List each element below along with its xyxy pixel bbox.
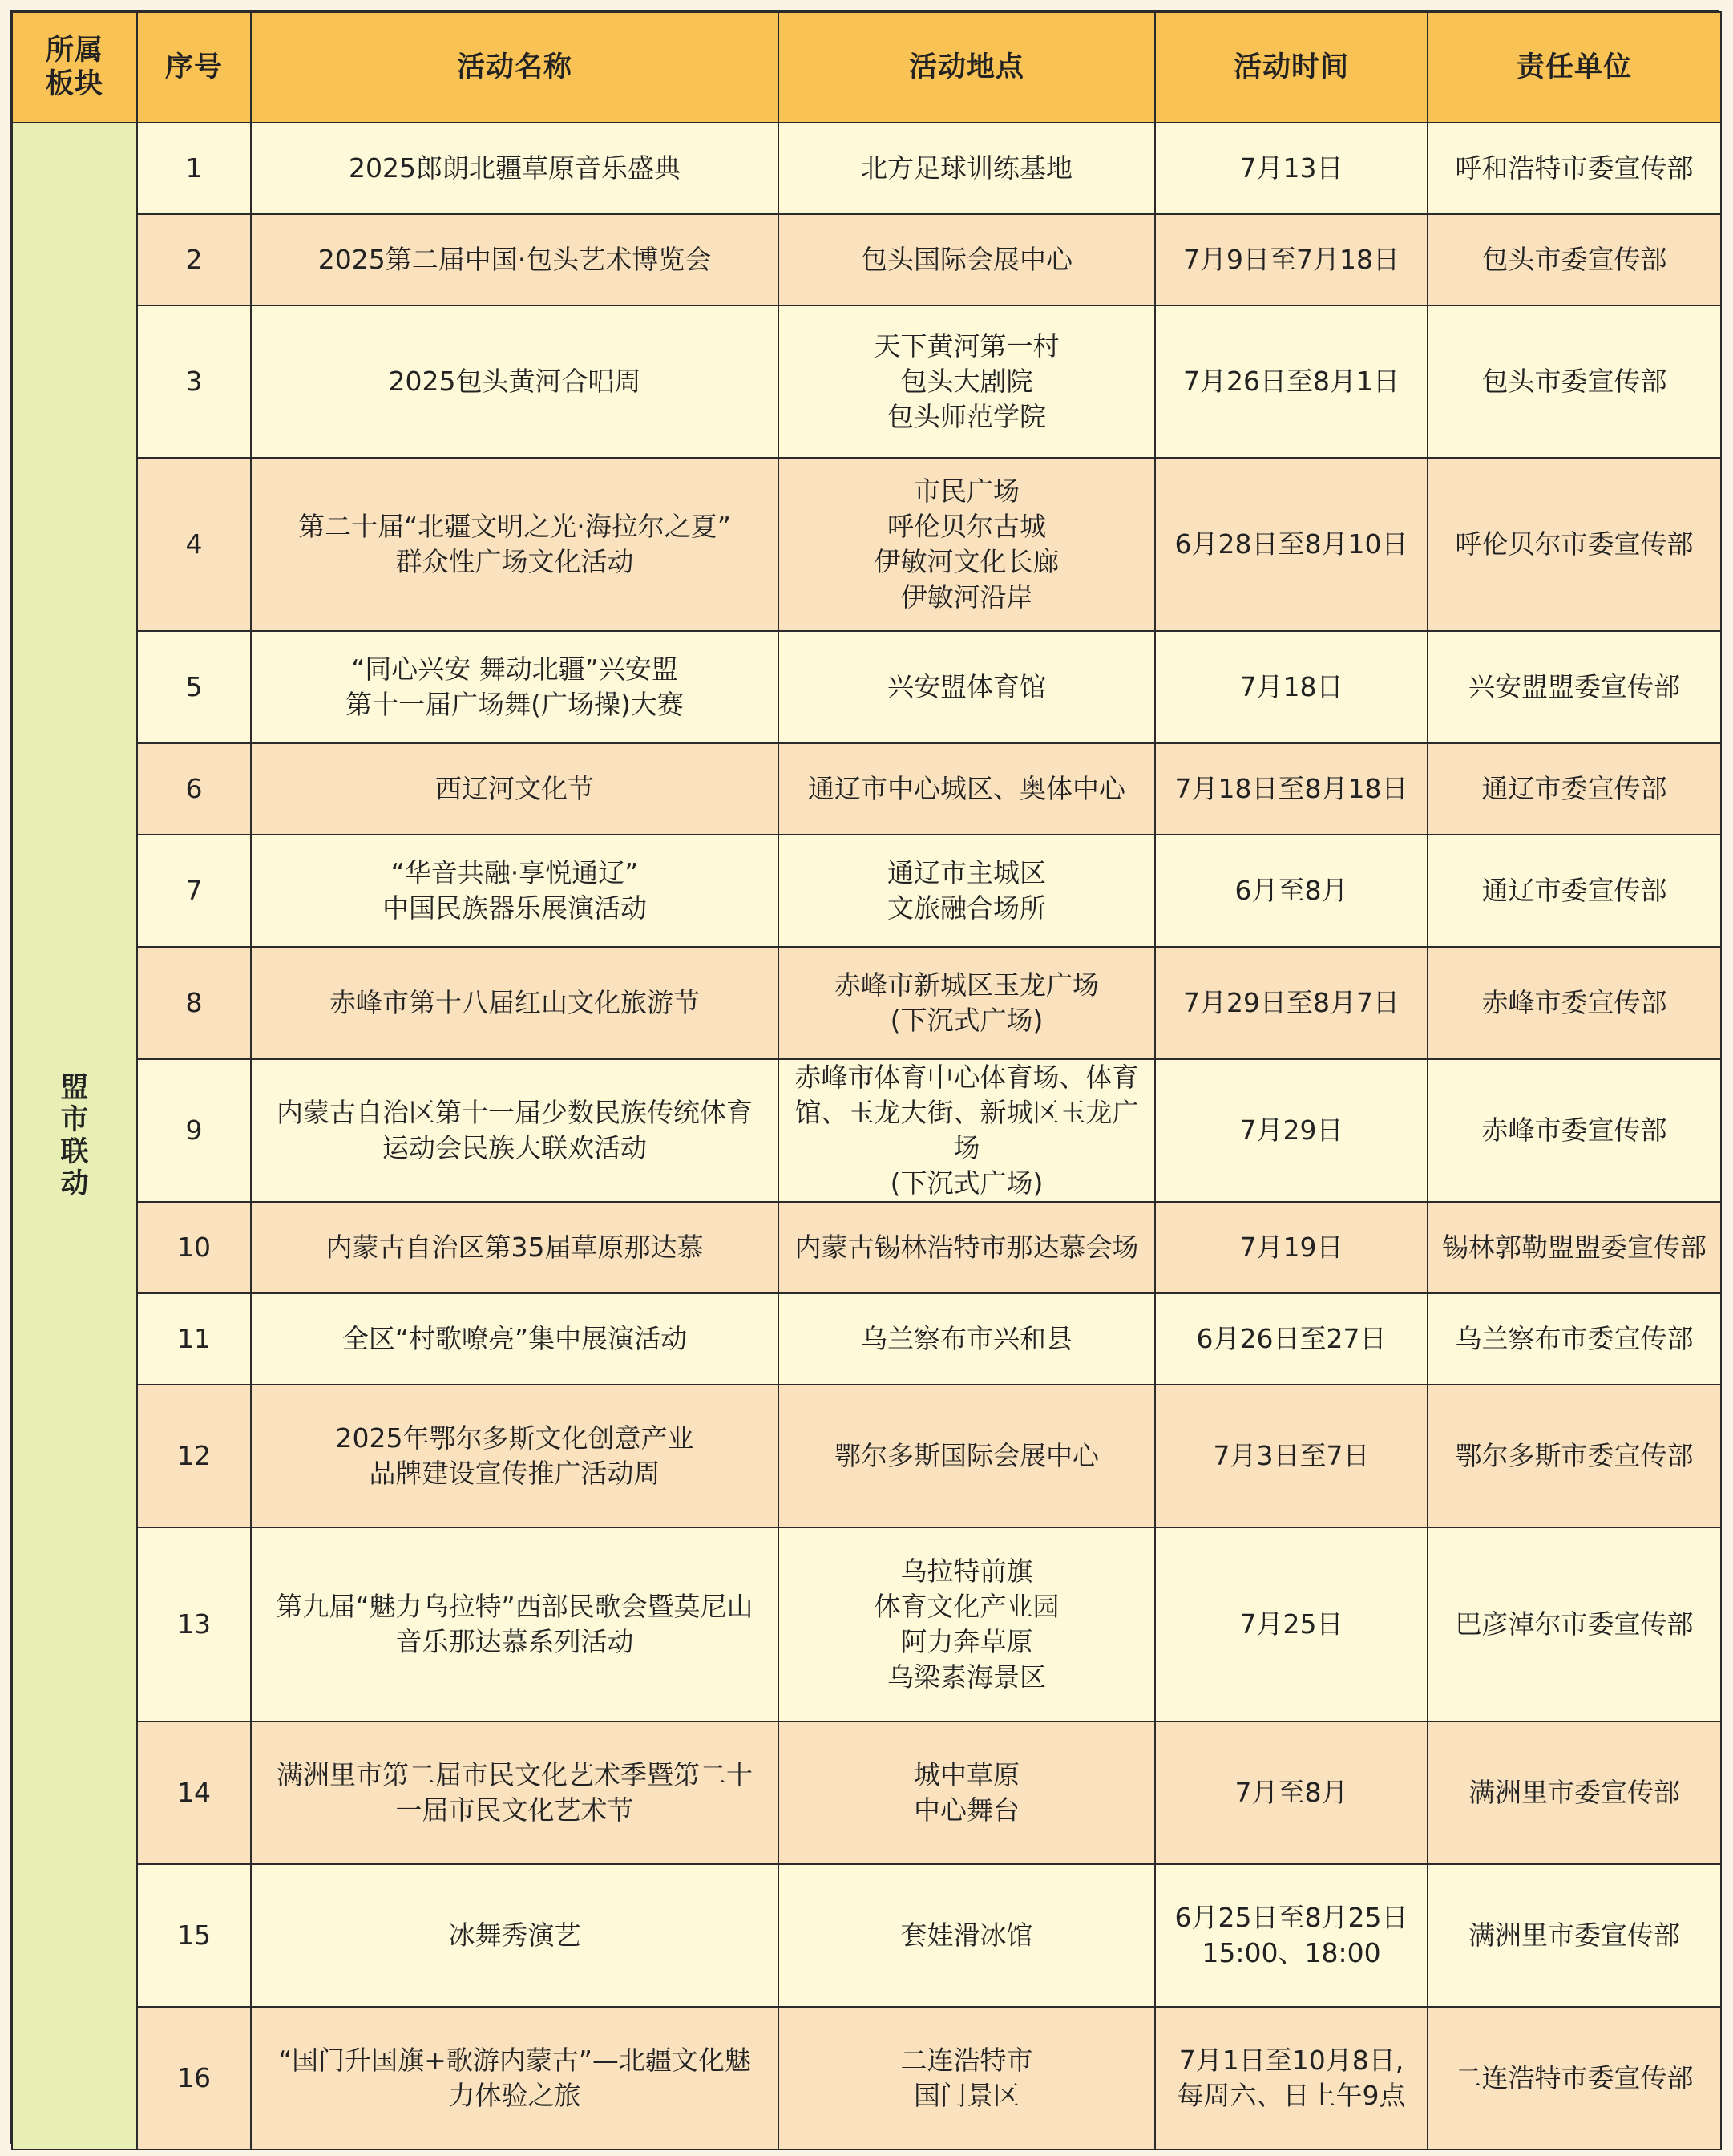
activity-time-line: 7月13日: [1239, 152, 1343, 184]
header-time: 活动时间: [1155, 12, 1428, 123]
activity-location-line: (下沉式广场): [890, 1167, 1044, 1199]
activity-time: [1155, 2007, 1428, 2150]
responsible-unit: 满洲里市委宣传部: [1428, 1864, 1721, 2007]
row-number: 11: [137, 1293, 251, 1385]
activity-name-line: “同心兴安 舞动北疆”兴安盟: [351, 653, 678, 685]
activity-name-line: 内蒙古自治区第十一届少数民族传统体育: [277, 1097, 753, 1128]
activity-time-line: 7月26日至8月1日: [1183, 366, 1400, 397]
responsible-unit: 呼和浩特市委宣传部: [1428, 123, 1721, 214]
activity-time-line: 7月29日至8月7日: [1183, 987, 1400, 1018]
row-number: 7: [137, 835, 251, 947]
activity-table: [11, 11, 1722, 2150]
activity-name-line: 第十一届广场舞(广场操)大赛: [345, 689, 684, 720]
activity-location-line: 赤峰市新城区玉龙广场: [834, 969, 1099, 1001]
activity-name-line: 第二十届“北疆文明之光·海拉尔之夏”: [298, 511, 731, 542]
row-number: 13: [137, 1527, 251, 1721]
activity-time-line: 7月19日: [1239, 1232, 1343, 1263]
activity-name: [251, 743, 778, 835]
table-row: [12, 458, 1721, 631]
activity-time-line: 7月25日: [1239, 1608, 1343, 1640]
activity-location: [778, 1527, 1155, 1721]
activity-location-line: 呼伦贝尔古城: [887, 511, 1046, 542]
activity-name-line: 2025包头黄河合唱周: [388, 366, 641, 397]
activity-name-line: 音乐那达慕系列活动: [395, 1626, 634, 1657]
activity-location-line: 乌拉特前旗: [900, 1555, 1033, 1587]
activity-location-line: 文旅融合场所: [887, 892, 1046, 924]
header-location: 活动地点: [778, 12, 1155, 123]
row-number: 16: [137, 2007, 251, 2150]
activity-time-line: 7月18日至8月18日: [1174, 773, 1408, 804]
activity-time: [1155, 1202, 1428, 1293]
activity-name: [251, 305, 778, 458]
activity-location: [778, 305, 1155, 458]
activity-location-line: 通辽市中心城区、奥体中心: [808, 773, 1125, 804]
responsible-unit: 兴安盟盟委宣传部: [1428, 631, 1721, 743]
responsible-unit: 锡林郭勒盟盟委宣传部: [1428, 1202, 1721, 1293]
row-number: 4: [137, 458, 251, 631]
responsible-unit: 满洲里市委宣传部: [1428, 1721, 1721, 1864]
activity-time: [1155, 214, 1428, 305]
activity-location: [778, 1385, 1155, 1527]
row-number: 5: [137, 631, 251, 743]
activity-location-line: 乌兰察布市兴和县: [861, 1323, 1073, 1354]
activity-location: [778, 1059, 1155, 1202]
activity-location-line: 赤峰市体育中心体育场、体育: [794, 1062, 1139, 1093]
table-row: [12, 947, 1721, 1059]
activity-location-line: 阿力奔草原: [900, 1626, 1033, 1657]
activity-name-line: 一届市民文化艺术节: [395, 1794, 634, 1826]
responsible-unit: 赤峰市委宣传部: [1428, 1059, 1721, 1202]
activity-time: [1155, 631, 1428, 743]
activity-time: [1155, 743, 1428, 835]
activity-location: [778, 1721, 1155, 1864]
table-row: [12, 1527, 1721, 1721]
activity-time-line: 6月25日至8月25日: [1174, 1902, 1408, 1933]
row-number: 10: [137, 1202, 251, 1293]
row-number: 2: [137, 214, 251, 305]
activity-time: [1155, 123, 1428, 214]
table-row: [12, 835, 1721, 947]
header-row: [12, 12, 1721, 123]
activity-name: [251, 2007, 778, 2150]
activity-location-line: 伊敏河文化长廊: [874, 546, 1060, 577]
activity-name-line: 第九届“魅力乌拉特”西部民歌会暨莫尼山: [276, 1591, 753, 1622]
activity-time-line: 6月至8月: [1234, 875, 1348, 906]
activity-time: [1155, 1293, 1428, 1385]
row-number: 15: [137, 1864, 251, 2007]
activity-location: [778, 835, 1155, 947]
activity-location-line: 二连浩特市: [900, 2045, 1033, 2076]
activity-time: [1155, 835, 1428, 947]
responsible-unit: 通辽市委宣传部: [1428, 835, 1721, 947]
header-section: [12, 12, 137, 123]
activity-location: [778, 123, 1155, 214]
table-row: [12, 305, 1721, 458]
activity-name-line: 中国民族器乐展演活动: [382, 892, 647, 924]
activity-name: [251, 1864, 778, 2007]
responsible-unit: 包头市委宣传部: [1428, 214, 1721, 305]
section-label: 盟市联动: [60, 1072, 89, 1200]
activity-location-line: 包头国际会展中心: [861, 244, 1073, 275]
activity-location: [778, 214, 1155, 305]
activity-time: [1155, 1721, 1428, 1864]
activity-name: [251, 835, 778, 947]
activity-name: [251, 947, 778, 1059]
activity-location-line: 市民广场: [914, 475, 1020, 507]
activity-time-line: 15:00、18:00: [1202, 1937, 1381, 1968]
row-number: 14: [137, 1721, 251, 1864]
header-section-text: 所属板块: [45, 34, 103, 100]
activity-name: [251, 123, 778, 214]
activity-name-line: 全区“村歌嘹亮”集中展演活动: [341, 1323, 688, 1354]
row-number: 1: [137, 123, 251, 214]
activity-location-line: 天下黄河第一村: [874, 330, 1060, 362]
activity-location: [778, 631, 1155, 743]
activity-name: [251, 1527, 778, 1721]
activity-name-line: 冰舞秀演艺: [448, 1919, 581, 1951]
responsible-unit: 二连浩特市委宣传部: [1428, 2007, 1721, 2150]
activity-location-line: 通辽市主城区: [887, 857, 1046, 888]
table-row: [12, 1202, 1721, 1293]
table-row: [12, 743, 1721, 835]
activity-time-line: 7月1日至10月8日,: [1178, 2045, 1404, 2076]
row-number: 8: [137, 947, 251, 1059]
activity-name: [251, 1202, 778, 1293]
activity-name: [251, 631, 778, 743]
activity-name: [251, 1385, 778, 1527]
activity-time: [1155, 1864, 1428, 2007]
activity-location-line: 内蒙古锡林浩特市那达慕会场: [794, 1232, 1139, 1263]
responsible-unit: 通辽市委宣传部: [1428, 743, 1721, 835]
table-row: [12, 1864, 1721, 2007]
header-unit: 责任单位: [1428, 12, 1721, 123]
row-number: 6: [137, 743, 251, 835]
responsible-unit: 巴彦淖尔市委宣传部: [1428, 1527, 1721, 1721]
activity-time-line: 每周六、日上午9点: [1177, 2080, 1406, 2111]
activity-time-line: 7月18日: [1239, 671, 1343, 702]
activity-name-line: 2025郎朗北疆草原音乐盛典: [349, 152, 681, 184]
activity-location: [778, 743, 1155, 835]
activity-name: [251, 214, 778, 305]
table-row: [12, 1059, 1721, 1202]
activity-name: [251, 1059, 778, 1202]
table-row: [12, 123, 1721, 214]
activity-location-line: 体育文化产业园: [874, 1591, 1060, 1622]
header-name: 活动名称: [251, 12, 778, 123]
responsible-unit: 赤峰市委宣传部: [1428, 947, 1721, 1059]
activity-location: [778, 1864, 1155, 2007]
activity-time-line: 7月29日: [1239, 1114, 1343, 1146]
activity-name: [251, 1721, 778, 1864]
activity-location-line: 北方足球训练基地: [861, 152, 1073, 184]
activity-location-line: 套娃滑冰馆: [900, 1919, 1033, 1951]
activity-name-line: 内蒙古自治区第35届草原那达慕: [325, 1232, 704, 1263]
activity-location-line: 馆、玉龙大街、新城区玉龙广场: [794, 1097, 1139, 1163]
responsible-unit: 包头市委宣传部: [1428, 305, 1721, 458]
activity-name-line: 西辽河文化节: [435, 773, 594, 804]
activity-location-line: 国门景区: [914, 2080, 1020, 2111]
activity-location-line: 兴安盟体育馆: [887, 671, 1046, 702]
table-row: [12, 214, 1721, 305]
activity-location: [778, 947, 1155, 1059]
activity-location-line: 包头大剧院: [900, 366, 1033, 397]
activity-name-line: “华音共融·享悦通辽”: [390, 857, 639, 888]
activity-table-frame: [10, 10, 1719, 2144]
activity-location: [778, 458, 1155, 631]
table-row: [12, 1385, 1721, 1527]
activity-time: [1155, 458, 1428, 631]
activity-location-line: 乌梁素海景区: [887, 1661, 1046, 1693]
activity-location-line: 中心舞台: [914, 1794, 1020, 1826]
activity-time: [1155, 305, 1428, 458]
activity-time-line: 7月至8月: [1234, 1777, 1348, 1808]
activity-time: [1155, 947, 1428, 1059]
activity-time-line: 6月26日至27日: [1196, 1323, 1387, 1354]
activity-name-line: 2025年鄂尔多斯文化创意产业: [335, 1422, 694, 1454]
activity-location-line: 城中草原: [914, 1759, 1020, 1790]
activity-location-line: 包头师范学院: [887, 401, 1046, 432]
table-row: [12, 1293, 1721, 1385]
table-row: [12, 631, 1721, 743]
activity-location: [778, 1293, 1155, 1385]
activity-name-line: 品牌建设宣传推广活动周: [369, 1458, 660, 1489]
activity-name-line: “国门升国旗+歌游内蒙古”—北疆文化魅: [278, 2045, 751, 2076]
activity-time-line: 7月3日至7日: [1213, 1440, 1370, 1471]
activity-name-line: 2025第二届中国·包头艺术博览会: [317, 244, 712, 275]
activity-name-line: 运动会民族大联欢活动: [382, 1132, 647, 1163]
activity-name-line: 群众性广场文化活动: [395, 546, 634, 577]
section-cell: [12, 123, 137, 2150]
activity-location-line: (下沉式广场): [890, 1005, 1044, 1036]
row-number: 3: [137, 305, 251, 458]
responsible-unit: 呼伦贝尔市委宣传部: [1428, 458, 1721, 631]
table-body: [12, 123, 1721, 2150]
activity-time-line: 7月9日至7月18日: [1183, 244, 1400, 275]
activity-time: [1155, 1527, 1428, 1721]
row-number: 12: [137, 1385, 251, 1527]
activity-time: [1155, 1059, 1428, 1202]
activity-location-line: 伊敏河沿岸: [900, 581, 1033, 613]
activity-name-line: 赤峰市第十八届红山文化旅游节: [329, 987, 700, 1018]
activity-time-line: 6月28日至8月10日: [1174, 528, 1408, 560]
responsible-unit: 鄂尔多斯市委宣传部: [1428, 1385, 1721, 1527]
table-row: [12, 2007, 1721, 2150]
activity-name-line: 力体验之旅: [448, 2080, 581, 2111]
header-no: 序号: [137, 12, 251, 123]
responsible-unit: 乌兰察布市委宣传部: [1428, 1293, 1721, 1385]
activity-time: [1155, 1385, 1428, 1527]
row-number: 9: [137, 1059, 251, 1202]
activity-location-line: 鄂尔多斯国际会展中心: [834, 1440, 1099, 1471]
activity-name-line: 满洲里市第二届市民文化艺术季暨第二十: [277, 1759, 753, 1790]
activity-name: [251, 458, 778, 631]
activity-name: [251, 1293, 778, 1385]
activity-location: [778, 2007, 1155, 2150]
activity-location: [778, 1202, 1155, 1293]
table-row: [12, 1721, 1721, 1864]
